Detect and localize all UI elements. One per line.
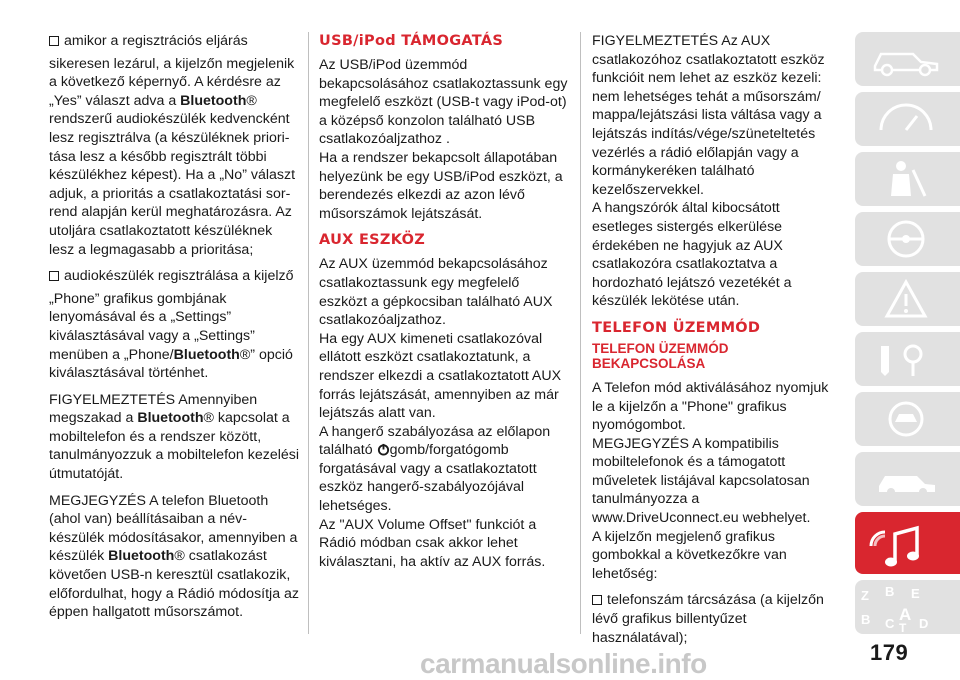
warning-paragraph: FIGYELMEZTETÉS Az AUX csatlakozóhoz csatlakoztatott eszköz funkcióit nem lehet az eszköz kezeli: nem lehetséges tehát a műsorszám/ mappa/lejátszási lista váltása vagy a lejátszás indítás/vége/szüneteltetés vezérlés a rádió előlapján vagy a kormánykeréken található kezelőszervekkel. A hangszórók által kibocsátott esetleges sistergés elkerülése érdekében ne hagyjuk az AUX csatlakozóra csatlakoztatva a hordozható lejátszó vezetékét a készülék lekötése után. bbox=[592, 33, 825, 310]
chapter-tabs bbox=[855, 32, 960, 640]
bullet-item: amikor a regisztrációs eljárás bbox=[49, 32, 299, 51]
section-heading-usb: USB/iPod TÁMOGATÁS bbox=[319, 33, 504, 49]
svg-text:D: D bbox=[919, 616, 929, 631]
car-icon bbox=[855, 32, 960, 86]
svg-text:B: B bbox=[861, 612, 871, 627]
alphabet-index-icon bbox=[855, 580, 960, 634]
tab-maintenance[interactable] bbox=[855, 392, 960, 446]
paragraph: Az USB/iPod üzemmód bekapcsolásához csatlakoztassunk egy megfelelő eszközt (USB-t vagy iPod-ot) a középső konzolon található USB csatlakozóaljzathoz . Ha a rendszer bekapcsolt állapotában helyezünk be egy USB/iPod eszközt, a berendezés elkezdi az azon lévő műsorszámok lejátszását. bbox=[319, 57, 568, 222]
column-2 bbox=[319, 32, 571, 579]
seatbelt-person-icon bbox=[855, 152, 960, 206]
tab-safety[interactable] bbox=[855, 152, 960, 206]
checkbox-bullet-icon bbox=[49, 36, 59, 46]
paragraph: „Phone” grafikus gombjának lenyomásával és a „Settings” kiválasztásával vagy a „Settings” menüben a „Phone/Bluetooth®” opció kiválasztásával történhet. bbox=[49, 290, 293, 382]
car-service-icon bbox=[855, 392, 960, 446]
svg-text:E: E bbox=[911, 586, 920, 601]
watermark: carmanualsonline.info bbox=[420, 648, 707, 679]
checkbox-bullet-icon bbox=[592, 595, 602, 605]
tab-technical-data[interactable] bbox=[855, 452, 960, 506]
column-1 bbox=[49, 32, 299, 630]
page-number: 179 bbox=[870, 640, 909, 665]
multimedia-music-note-icon bbox=[855, 512, 960, 574]
section-heading-aux: AUX ESZKÖZ bbox=[319, 232, 426, 249]
svg-text:A: A bbox=[899, 605, 912, 624]
bullet-item: audiokészülék regisztrálása a kijelző bbox=[49, 267, 299, 286]
column-divider bbox=[580, 32, 581, 634]
checkbox-bullet-icon bbox=[49, 271, 59, 281]
note-paragraph: MEGJEGYZÉS A telefon Bluetooth (ahol van) beállításaiban a név-készülék módosításakor, amennyiben a készülék Bluetooth® csatlakozást követően USB-n keresztül csatlakozik, előfordulhat, hogy a Rádió módosítja az éppen hallgatott műsorszámot. bbox=[49, 492, 300, 621]
column-3 bbox=[592, 32, 842, 651]
technical-data-car-icon bbox=[855, 452, 960, 506]
paragraph: sikeresen lezárul, a kijelzőn megjelenik a következő képernyő. A kérdésre az „Yes” választ adva a Bluetooth® rendszerű audiokészülék kedvencként lesz regisztrálva (a készüléknek priori-tása lesz a később regisztrált többi készülékhez képest). Ha a „No” választ adjuk, a prioritás a csatlakoztatási sor-rend alapján kerül meghatározásra. Az utoljára csatlakoztatott készüléknek lesz a legmagasabb a prioritása; bbox=[49, 55, 296, 258]
subsection-heading-phone: TELEFON ÜZEMMÓD BEKAPCSOLÁSA bbox=[592, 340, 729, 371]
paragraph: A Telefon mód aktiválásához nyomjuk le a kijelzőn a "Phone" grafikus nyomógombot. MEGJEGYZÉS A kompatibilis mobiltelefonok és a támogatott műveletek listájával kapcsolatosan tanulmányozza a www.DriveUconnect.eu webhelyet. A kijelzőn megjelenő grafikus gombokkal a következőkre van lehetőség: bbox=[592, 379, 829, 582]
tab-index[interactable] bbox=[855, 580, 960, 634]
tab-dashboard[interactable] bbox=[855, 92, 960, 146]
paragraph: Az AUX üzemmód bekapcsolásához csatlakoztassunk egy megfelelő eszközt a gépkocsiban található AUX csatlakozóaljzathoz. Ha egy AUX kimeneti csatlakozóval ellátott eszközt csatlakoztatunk, a rendszer elkezdi a csatlakoztatott AUX forrás lejátszását, amennyiben az már lejátszás alatt van. A hangerő szabályozása az előlapon található gomb/forgatógomb forgatásával vagy a csatlakoztatott eszköz hangerő-szabályozójával lehetséges. Az "AUX Volume Offset" funkciót a Rádió módban csak akkor lehet kiválasztani, ha aktív az AUX forrás. bbox=[319, 256, 562, 570]
tab-multimedia[interactable] bbox=[855, 512, 960, 574]
warning-triangle-icon bbox=[855, 272, 960, 326]
section-heading-phone: TELEFON ÜZEMMÓD bbox=[592, 319, 761, 336]
column-divider bbox=[308, 32, 309, 634]
steering-wheel-icon bbox=[855, 212, 960, 266]
power-volume-knob-icon bbox=[377, 443, 390, 456]
tab-emergency[interactable] bbox=[855, 332, 960, 386]
svg-text:B: B bbox=[885, 584, 895, 599]
tab-car-overview[interactable] bbox=[855, 32, 960, 86]
svg-text:C: C bbox=[885, 616, 895, 631]
svg-text:Z: Z bbox=[861, 588, 869, 603]
tab-warning-lights[interactable] bbox=[855, 272, 960, 326]
svg-text:T: T bbox=[899, 621, 907, 634]
key-wrench-icon bbox=[855, 332, 960, 386]
tab-starting-driving[interactable] bbox=[855, 212, 960, 266]
dashboard-gauge-icon bbox=[855, 92, 960, 146]
warning-paragraph: FIGYELMEZTETÉS Amennyiben megszakad a Bluetooth® kapcsolat a mobiltelefon és a rendszer között, tanulmányozzuk a mobiltelefon kezelési útmutatóját. bbox=[49, 391, 299, 483]
bullet-item: telefonszám tárcsázása (a kijelzőn lévő grafikus billentyűzet használatával); bbox=[592, 592, 824, 646]
